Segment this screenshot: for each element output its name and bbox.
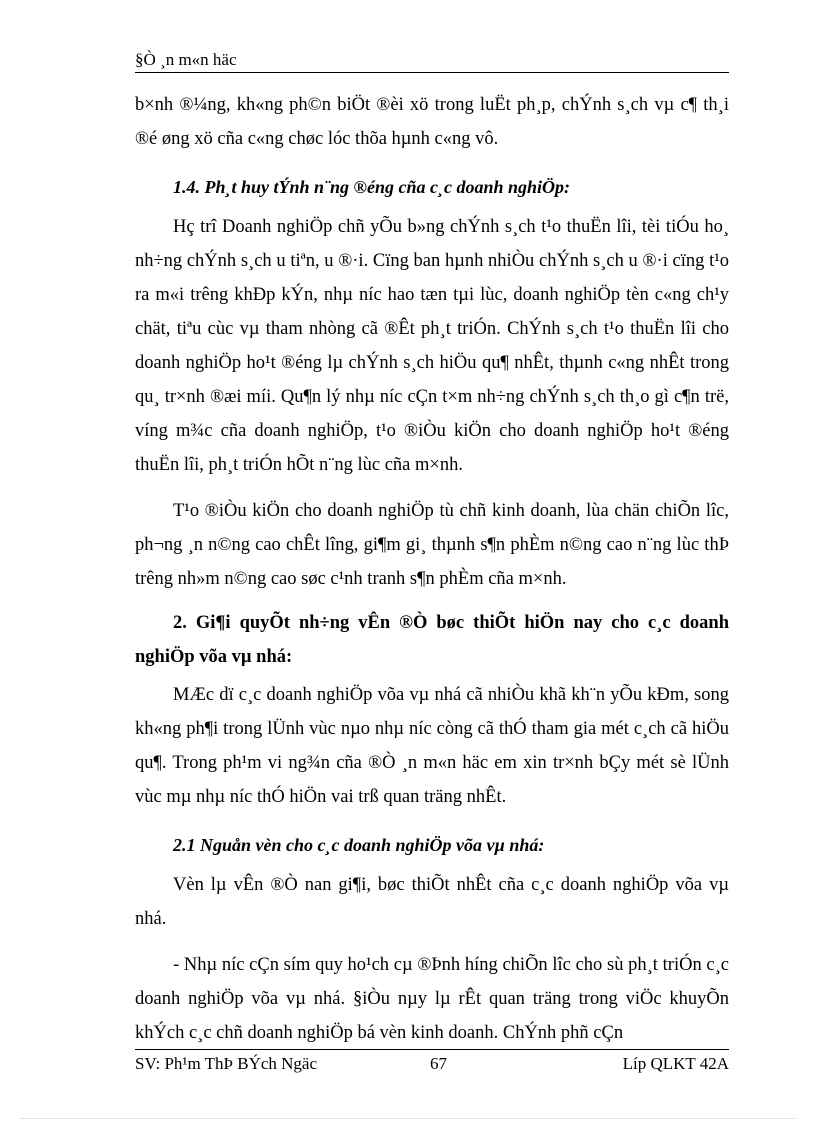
paragraph-capital: Vèn lµ vÊn ®Ò nan gi¶i, bøc thiÕt nhÊt cña c¸c doanh nghiÖp võa vµ nhá. bbox=[135, 875, 729, 929]
section-heading-2-1: 2.1 Nguån vèn cho c¸c doanh nghiÖp võa vµ nhá: bbox=[173, 835, 545, 855]
document-body bbox=[135, 88, 729, 1050]
header-rule bbox=[135, 72, 729, 73]
footer-class: Líp QLKT 42A bbox=[622, 1054, 729, 1073]
paragraph-planning: - Nhµ níc cÇn sím quy ho¹ch cµ ®Þnh híng chiÕn lîc cho sù ph¸t triÓn c¸c doanh nghiÖp võa vµ nhá. §iÒu nµy lµ rÊt quan träng trong viÖc khuyÕn khÝch c¸c chñ doanh nghiÖp bá vèn kinh doanh. ChÝnh phñ cÇn bbox=[135, 955, 729, 1043]
section-heading-2: 2. Gi¶i quyÕt nh÷ng vÊn ®Ò bøc thiÕt hiÖn nay cho c¸c doanh nghiÖp võa vµ nhá: bbox=[135, 613, 729, 667]
section-heading-1-4: 1.4. Ph¸t huy tÝnh n¨ng ®éng cña c¸c doanh nghiÖp: bbox=[173, 177, 571, 197]
page-number: 67 bbox=[430, 1054, 447, 1073]
page-edge-divider bbox=[20, 1118, 796, 1119]
footer-author: SV: Ph¹m ThÞ BÝch Ngäc bbox=[135, 1054, 318, 1073]
footer-rule bbox=[135, 1049, 729, 1050]
paragraph-support: Hç trî Doanh nghiÖp chñ yÕu b»ng chÝnh s¸ch t¹o thuËn lîi, tèi tiÓu ho¸ nh÷ng chÝnh s¸ch u tiªn, u ®·i. Cïng ban hµnh nhiÒu chÝnh s¸ch u ®·i cïng t¹o ra m«i trêng khÐp kÝn, nhµ níc hao tæn tµi lùc, doanh nghiÖp tèn c«ng ch¹y chät, tiªu cùc vµ tham nhòng cã ®Êt ph¸t triÓn. ChÝnh s¸ch t¹o thuËn lîi cho doanh nghiÖp ho¹t ®éng lµ chÝnh s¸ch hiÖu qu¶ nhÊt, thµnh c«ng nhÊt trong qu¸ tr×nh ®æi míi. Qu¶n lý nhµ níc cÇn t×m nh÷ng chÝnh s¸ch th¸o gì c¶n trë, víng m¾c cña doanh nghiÖp, t¹o ®iÒu kiÖn cho doanh nghiÖp ho¹t ®éng thuËn lîi, ph¸t triÓn hÕt n¨ng lùc cña m×nh. bbox=[135, 217, 729, 475]
paragraph-conditions: T¹o ®iÒu kiÖn cho doanh nghiÖp tù chñ kinh doanh, lùa chän chiÕn lîc, ph¬ng ¸n n©ng cao chÊt lîng, gi¶m gi¸ thµnh s¶n phÈm n©ng cao n¨ng lùc thÞ trêng nh»m n©ng cao søc c¹nh tranh s¶n phÈm cña m×nh. bbox=[135, 501, 729, 589]
paragraph-difficulties: MÆc dï c¸c doanh nghiÖp võa vµ nhá cã nhiÒu khã kh¨n yÕu kÐm, song kh«ng ph¶i trong lÜnh vùc nµo nhµ níc còng cã thÓ tham gia mét c¸ch cã hiÖu qu¶. Trong ph¹m vi ng¾n cña ®Ò ¸n m«n häc em xin tr×nh bÇy mét sè lÜnh vùc mµ nhµ níc thÓ hiÖn vai trß quan träng nhÊt. bbox=[135, 685, 729, 807]
paragraph-continuation: b×nh ®¼ng, kh«ng ph©n biÖt ®èi xö trong luËt ph¸p, chÝnh s¸ch vµ c¶ th¸i ®é øng xö cña c«ng chøc lóc thõa hµnh c«ng vô. bbox=[135, 95, 729, 149]
page-header: §Ò ¸n m«n häc bbox=[135, 50, 237, 69]
